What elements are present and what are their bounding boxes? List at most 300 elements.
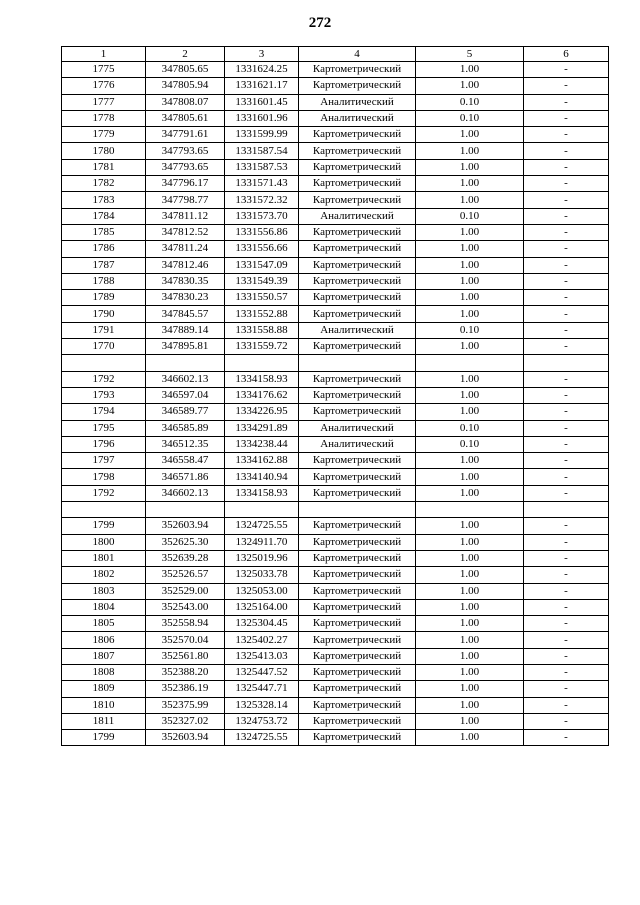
table-cell: Картометрический [299,290,416,306]
table-body [62,62,609,746]
table-cell [62,502,146,518]
table-cell: 1331571.43 [225,176,299,192]
table-cell: 1331559.72 [225,339,299,355]
table-row [62,176,609,192]
table-cell: 346585.89 [146,420,225,436]
table-cell: 1324725.55 [225,730,299,746]
table-cell: Картометрический [299,583,416,599]
table-cell: 1325402.27 [225,632,299,648]
table-cell: - [524,567,609,583]
table-cell: 347793.65 [146,143,225,159]
table-cell: Аналитический [299,322,416,338]
table-cell: 1.00 [416,257,524,273]
table-cell: 1334238.44 [225,436,299,452]
table-cell: - [524,664,609,680]
table-cell: 1.00 [416,583,524,599]
table-cell: - [524,78,609,94]
table-cell: - [524,469,609,485]
table-separator-row [62,502,609,518]
table-cell: - [524,648,609,664]
table-cell: - [524,681,609,697]
table-cell: Картометрический [299,62,416,78]
table-cell: 1791 [62,322,146,338]
table-cell: 1331601.45 [225,94,299,110]
table-cell: 347812.52 [146,224,225,240]
table-cell: 1803 [62,583,146,599]
table-cell: 1784 [62,208,146,224]
table-row [62,110,609,126]
table-cell: 1789 [62,290,146,306]
table-row [62,290,609,306]
table-cell [225,502,299,518]
table-cell: - [524,697,609,713]
table-row [62,567,609,583]
table-cell: 346602.13 [146,371,225,387]
table-cell: - [524,257,609,273]
table-cell: 347889.14 [146,322,225,338]
table-cell: 1.00 [416,469,524,485]
table-row [62,306,609,322]
table-cell [416,355,524,371]
table-cell: Картометрический [299,469,416,485]
table-cell: 1.00 [416,616,524,632]
table-cell: - [524,436,609,452]
table-cell: Картометрический [299,241,416,257]
table-cell: 1325304.45 [225,616,299,632]
table-cell: 1325447.71 [225,681,299,697]
table-row [62,127,609,143]
table-cell [299,355,416,371]
table-cell: 352529.00 [146,583,225,599]
table-cell: 1.00 [416,599,524,615]
table-cell: Картометрический [299,681,416,697]
table-cell: 347845.57 [146,306,225,322]
table-cell: 1799 [62,730,146,746]
table-cell: 346571.86 [146,469,225,485]
table-cell: - [524,713,609,729]
table-cell: 1324753.72 [225,713,299,729]
table-cell: - [524,241,609,257]
table-cell: 1.00 [416,192,524,208]
coordinates-table [61,46,609,746]
table-cell: Картометрический [299,453,416,469]
table-cell: 1331556.86 [225,224,299,240]
table-row [62,224,609,240]
table-row [62,420,609,436]
table-cell: 1802 [62,567,146,583]
table-cell: - [524,273,609,289]
table-header-row [62,47,609,62]
table-cell: Картометрический [299,78,416,94]
table-cell: 1796 [62,436,146,452]
table-cell: 352375.99 [146,697,225,713]
table-cell: 1324725.55 [225,518,299,534]
table-cell: - [524,420,609,436]
table-cell: 1795 [62,420,146,436]
column-header: 2 [146,47,225,62]
column-header: 3 [225,47,299,62]
table-cell: 1334158.93 [225,371,299,387]
table-cell: 1.00 [416,664,524,680]
table-cell: 346512.35 [146,436,225,452]
table-cell: 1782 [62,176,146,192]
table-cell: 1334162.88 [225,453,299,469]
table-cell: Картометрический [299,518,416,534]
table-cell: 1.00 [416,159,524,175]
table-cell: 1.00 [416,371,524,387]
column-header: 6 [524,47,609,62]
table-cell [299,502,416,518]
table-cell: 1.00 [416,176,524,192]
table-cell: 1781 [62,159,146,175]
table-cell: 1804 [62,599,146,615]
table-cell: 352603.94 [146,730,225,746]
table-cell: 1776 [62,78,146,94]
table-cell: - [524,127,609,143]
table-cell: 347793.65 [146,159,225,175]
table-cell: 1325328.14 [225,697,299,713]
table-cell: 1.00 [416,453,524,469]
table-cell: 1.00 [416,387,524,403]
table-cell: 1331601.96 [225,110,299,126]
table-cell: 347805.65 [146,62,225,78]
table-cell [524,502,609,518]
table-cell: 1808 [62,664,146,680]
table-cell: 346558.47 [146,453,225,469]
table-cell: - [524,94,609,110]
table-cell: - [524,306,609,322]
table-cell: 0.10 [416,436,524,452]
table-cell: 347798.77 [146,192,225,208]
table-cell: 352558.94 [146,616,225,632]
table-row [62,534,609,550]
table-cell: 1.00 [416,681,524,697]
table-row [62,453,609,469]
table-cell: Картометрический [299,273,416,289]
table-cell: 352625.30 [146,534,225,550]
table-cell: Картометрический [299,534,416,550]
table-cell: Картометрический [299,404,416,420]
table-cell: 1325164.00 [225,599,299,615]
table-cell: - [524,616,609,632]
table-cell: 1.00 [416,648,524,664]
table-cell: - [524,534,609,550]
table-cell: 1324911.70 [225,534,299,550]
table-cell: 1793 [62,387,146,403]
table-cell: 1331573.70 [225,208,299,224]
table-cell: 1770 [62,339,146,355]
table-cell: Картометрический [299,616,416,632]
table-cell: Картометрический [299,697,416,713]
table-row [62,62,609,78]
table-cell: 1.00 [416,632,524,648]
table-cell: Картометрический [299,730,416,746]
table-cell: 1790 [62,306,146,322]
table-cell: Картометрический [299,257,416,273]
table-cell: 1800 [62,534,146,550]
table-cell: - [524,387,609,403]
table-cell: 1334176.62 [225,387,299,403]
table-cell: 352386.19 [146,681,225,697]
table-cell: - [524,599,609,615]
table-cell: 1334291.89 [225,420,299,436]
table-cell: 347830.35 [146,273,225,289]
table-cell: - [524,143,609,159]
table-cell: Картометрический [299,550,416,566]
table-cell: 346589.77 [146,404,225,420]
table-cell: 1331547.09 [225,257,299,273]
table-cell: 1777 [62,94,146,110]
table-cell: - [524,192,609,208]
table-cell: 352526.57 [146,567,225,583]
table-row [62,583,609,599]
table-cell: 1810 [62,697,146,713]
table-cell: - [524,290,609,306]
table-cell: 1331621.17 [225,78,299,94]
table-cell: 352639.28 [146,550,225,566]
table-cell: 347895.81 [146,339,225,355]
table-cell: 1.00 [416,485,524,501]
table-cell: - [524,371,609,387]
table-cell: 0.10 [416,94,524,110]
table-cell: Картометрический [299,127,416,143]
table-cell: Картометрический [299,387,416,403]
table-row [62,713,609,729]
table-cell: 1.00 [416,404,524,420]
table-cell [416,502,524,518]
table-cell: 1783 [62,192,146,208]
table-cell: 0.10 [416,110,524,126]
table-cell: 1794 [62,404,146,420]
page-number: 272 [308,15,332,31]
table-cell: 1325033.78 [225,567,299,583]
table-cell: Картометрический [299,176,416,192]
table-cell: 1.00 [416,224,524,240]
table-cell: - [524,176,609,192]
table-row [62,681,609,697]
table-cell: 1.00 [416,534,524,550]
table-cell: 1.00 [416,567,524,583]
table-cell: 347808.07 [146,94,225,110]
table-cell: 1775 [62,62,146,78]
table-row [62,208,609,224]
table-row [62,94,609,110]
column-header: 5 [416,47,524,62]
table-cell: 1331552.88 [225,306,299,322]
table-cell: 347812.46 [146,257,225,273]
table-row [62,241,609,257]
table-cell: 352327.02 [146,713,225,729]
table-cell: - [524,224,609,240]
table-cell: - [524,485,609,501]
table-cell: 1.00 [416,241,524,257]
table-cell [62,355,146,371]
column-header: 4 [299,47,416,62]
table-cell: Картометрический [299,339,416,355]
table-cell: 346602.13 [146,485,225,501]
table-row [62,664,609,680]
table-cell: 352561.80 [146,648,225,664]
table-cell: 1331556.66 [225,241,299,257]
table-cell: 1331599.99 [225,127,299,143]
table-cell: - [524,583,609,599]
table-cell: 1801 [62,550,146,566]
table-cell: 1.00 [416,62,524,78]
table-cell: 1331587.54 [225,143,299,159]
table-cell: Картометрический [299,159,416,175]
table-cell [524,355,609,371]
table-cell: 346597.04 [146,387,225,403]
table-cell: - [524,322,609,338]
table-row [62,143,609,159]
table-cell: Картометрический [299,648,416,664]
table-cell: 1325413.03 [225,648,299,664]
table-cell: Картометрический [299,306,416,322]
table-cell: 1331549.39 [225,273,299,289]
table-cell: 1778 [62,110,146,126]
table-row [62,339,609,355]
table-cell: 1334140.94 [225,469,299,485]
table-cell: 1779 [62,127,146,143]
table-row [62,485,609,501]
table-cell: 1809 [62,681,146,697]
table-cell: - [524,339,609,355]
table-row [62,550,609,566]
table-cell: - [524,62,609,78]
table-row [62,371,609,387]
table-cell: 1805 [62,616,146,632]
table-cell: Аналитический [299,208,416,224]
table-cell: Картометрический [299,664,416,680]
table-cell: 1792 [62,371,146,387]
table-cell: 1331587.53 [225,159,299,175]
table-row [62,616,609,632]
table-cell: Картометрический [299,567,416,583]
table-cell: 1331572.32 [225,192,299,208]
table-cell: 0.10 [416,322,524,338]
table-cell: 347811.24 [146,241,225,257]
table-cell: 1334226.95 [225,404,299,420]
table-row [62,469,609,485]
table-cell: 1.00 [416,290,524,306]
table-cell: Картометрический [299,632,416,648]
table-cell: Картометрический [299,485,416,501]
table-cell: - [524,518,609,534]
table-cell: 352388.20 [146,664,225,680]
table-cell: Картометрический [299,143,416,159]
table-cell: - [524,159,609,175]
table-cell: 1331550.57 [225,290,299,306]
table-cell: 347805.94 [146,78,225,94]
table-cell: - [524,404,609,420]
table-cell: 352603.94 [146,518,225,534]
table-cell: 347796.17 [146,176,225,192]
table-cell: - [524,453,609,469]
table-cell: 1792 [62,485,146,501]
table-cell: Аналитический [299,420,416,436]
table-row [62,387,609,403]
table-cell: 1.00 [416,143,524,159]
table-cell: 352543.00 [146,599,225,615]
table-cell: - [524,632,609,648]
column-header: 1 [62,47,146,62]
table-cell: 1798 [62,469,146,485]
table-cell: - [524,550,609,566]
table-cell [225,355,299,371]
table-row [62,78,609,94]
table-row [62,648,609,664]
table-cell: - [524,730,609,746]
table-cell [146,355,225,371]
table-cell: - [524,110,609,126]
table-cell: 1.00 [416,78,524,94]
table-cell: 1797 [62,453,146,469]
table-cell: 352570.04 [146,632,225,648]
table-cell: 1331558.88 [225,322,299,338]
table-cell: 0.10 [416,208,524,224]
table-cell: 1807 [62,648,146,664]
table-cell: 1806 [62,632,146,648]
table-cell: 1.00 [416,339,524,355]
table-separator-row [62,355,609,371]
table-row [62,632,609,648]
table-cell: 1788 [62,273,146,289]
table-cell: 1331624.25 [225,62,299,78]
table-cell: 347791.61 [146,127,225,143]
table-cell: 1780 [62,143,146,159]
table-cell: 1325019.96 [225,550,299,566]
table-cell: 1.00 [416,273,524,289]
table-cell: Аналитический [299,436,416,452]
table-cell: Картометрический [299,713,416,729]
table-cell: 1811 [62,713,146,729]
table-cell: 1786 [62,241,146,257]
table-row [62,697,609,713]
table-cell: Картометрический [299,192,416,208]
table-cell: 1.00 [416,127,524,143]
table-row [62,730,609,746]
table-row [62,404,609,420]
table-row [62,257,609,273]
table-cell: 1.00 [416,550,524,566]
table-cell: 1.00 [416,697,524,713]
table-cell: 1334158.93 [225,485,299,501]
table-row [62,518,609,534]
table-row [62,322,609,338]
table-cell: 1.00 [416,518,524,534]
table-cell: 1.00 [416,306,524,322]
table-cell: Аналитический [299,94,416,110]
table-row [62,599,609,615]
table-cell: Картометрический [299,371,416,387]
table-cell: Аналитический [299,110,416,126]
table-cell: 347805.61 [146,110,225,126]
table-cell: 347811.12 [146,208,225,224]
table-cell: 1787 [62,257,146,273]
table-cell: Картометрический [299,224,416,240]
table-cell: 1.00 [416,713,524,729]
table-cell: - [524,208,609,224]
table-row [62,159,609,175]
table-cell: 347830.23 [146,290,225,306]
table-cell: 1785 [62,224,146,240]
table-cell: 0.10 [416,420,524,436]
table-row [62,436,609,452]
table-cell: 1.00 [416,730,524,746]
table-cell: 1325447.52 [225,664,299,680]
table-row [62,273,609,289]
table-cell: 1325053.00 [225,583,299,599]
